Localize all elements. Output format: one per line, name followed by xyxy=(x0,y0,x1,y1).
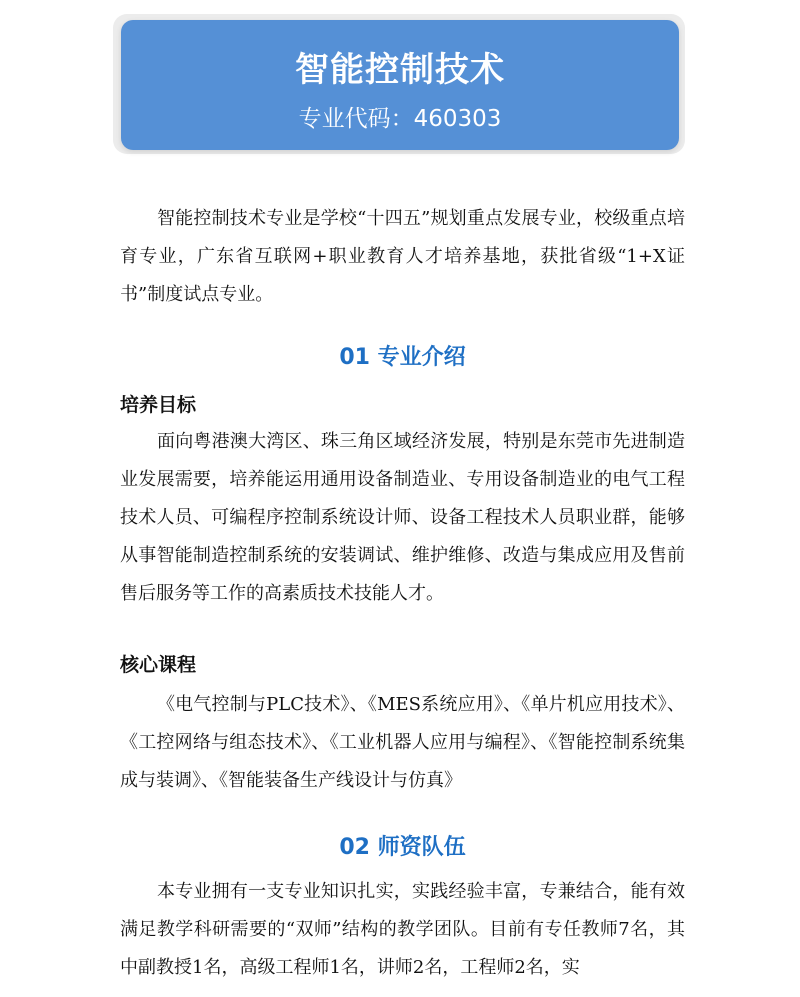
major-code: 专业代码：460303 xyxy=(298,106,502,132)
intro-block xyxy=(120,200,685,314)
page-title: 智能控制技术 xyxy=(295,50,505,90)
header-card xyxy=(121,20,679,150)
goal-heading: 培养目标 xyxy=(120,394,197,416)
faculty-paragraph: 本专业拥有一支专业知识扎实，实践经验丰富，专兼结合，能有效满足教学科研需要的“双师”结构的教学团队。目前有专任教师7名，其中副教授1名，高级工程师1名，讲师2名，工程师2名，实 xyxy=(120,881,685,978)
section-title-faculty: 02 师资队伍 xyxy=(339,835,466,860)
goal-block xyxy=(120,423,685,613)
section-title-intro: 01 专业介绍 xyxy=(339,345,466,370)
courses-heading: 核心课程 xyxy=(120,654,197,676)
courses-paragraph: 《电气控制与PLC技术》、《MES系统应用》、《单片机应用技术》、《工控网络与组态技术》、《工业机器人应用与编程》、《智能控制系统集成与装调》、《智能装备生产线设计与仿真》 xyxy=(120,694,685,791)
faculty-block xyxy=(120,873,685,987)
courses-block xyxy=(120,686,685,800)
goal-paragraph: 面向粤港澳大湾区、珠三角区域经济发展，特别是东莞市先进制造业发展需要，培养能运用通用设备制造业、专用设备制造业的电气工程技术人员、可编程序控制系统设计师、设备工程技术人员职业群，能够从事智能制造控制系统的安装调试、维护维修、改造与集成应用及售前售后服务等工作的高素质技术技能人才。 xyxy=(120,431,685,604)
intro-paragraph: 智能控制技术专业是学校“十四五”规划重点发展专业，校级重点培育专业，广东省互联网+职业教育人才培养基地，获批省级“1+X证书”制度试点专业。 xyxy=(120,208,685,305)
